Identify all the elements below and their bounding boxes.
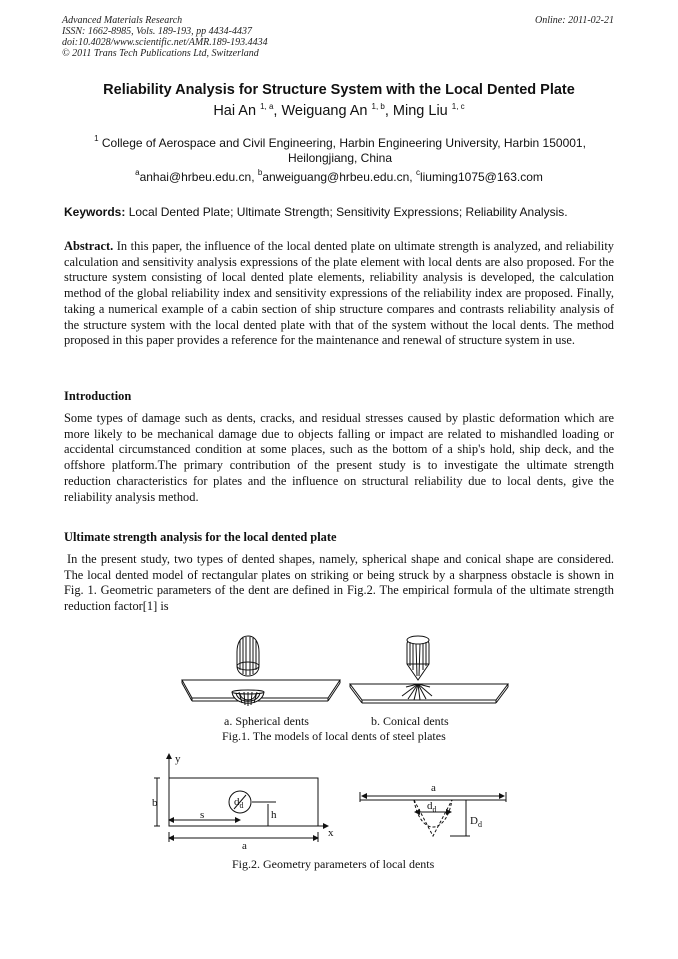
email-list: $^a$anhai@hrbeu.edu.cn, $^b$anweiguang@hrbeu.edu.cn, $^c$liuming1075@163.com [135,168,543,184]
email-link[interactable]: anweiguang@hrbeu.edu.cn [262,170,410,184]
figure-2-labels [152,753,482,852]
author-name: Ming Liu [392,103,448,119]
introduction-text: Some types of damage such as dents, cracks, and residual stresses caused by plastic deformation which are more likely to be mechanical damage due to objects falling or impact are related to mishandled loading or accidental circumstanced condition at some places, such as the bottom of a ship's hold, ship deck, and the offshore platform.The primary contribution of the present study is to investigate the ultimate strength reduction characteristics for plates and the influence on structural reliability due to local dents, give the reliability analysis method. [64,411,614,504]
section-heading-ultimate: Ultimate strength analysis for the local dented plate [64,530,337,544]
author-sup: 1, a [260,102,274,111]
author-sup: 1, b [371,102,385,111]
height-label: h [271,809,277,821]
keywords-label: Keywords: [64,205,126,219]
author-list: Hai An $^{1, a}$, Weiguang An $^{1, b}$, Ming Liu $^{1, c}$ [213,102,465,119]
journal-name: Advanced Materials Research [62,15,183,26]
fig1-caption: Fig.1. The models of local dents of steel plates [222,729,446,743]
fig2-caption: Fig.2. Geometry parameters of local dents [232,857,435,871]
paper-title: Reliability Analysis for Structure System with the Local Dented Plate [103,82,575,98]
ultimate-text: In the present study, two types of dented shapes, namely, spherical shape and conical shape are considered. The local dented model of rectangular plates on striking or being struck by a sharpness obstacle is shown in Fig. 1. Geometric parameters of the dent are defined in Fig.2. The empirical formula of the ultimate strength reduction factor[1] is [64,552,614,614]
width-label: b [152,797,158,809]
fig1-label-b: b. Conical dents [371,714,449,728]
journal-issn: ISSN: 1662-8985, Vols. 189-193, pp 4434-4437 [62,26,252,37]
section-diameter-label: $d_d$ [427,800,437,814]
affiliation-sup: 1 [94,134,99,143]
email-link[interactable]: anhai@hrbeu.edu.cn [139,170,252,184]
online-date: Online: 2011-02-21 [535,15,614,26]
journal-header [62,15,268,59]
author-name: Weiguang An [281,103,368,119]
section-heading-introduction: Introduction [64,389,132,403]
offset-label: s [200,809,205,821]
affiliation [80,131,600,166]
email-sup: a [135,168,140,177]
spherical-dent-model [182,636,340,706]
conical-dent-model [350,636,508,703]
x-axis-label: x [328,827,334,839]
abstract-label: Abstract. [64,239,114,253]
email-sup: b [257,168,263,177]
journal-doi: doi:10.4028/www.scientific.net/AMR.189-193.4434 [62,37,268,48]
dent-depth-label: $D_d$ [470,815,482,829]
dent-section-diagram [360,792,506,836]
affiliation-text: College of Aerospace and Civil Engineering, Harbin Engineering University, Harbin 150001, Heilongjiang, China [101,136,586,165]
plate-plan-diagram [154,754,328,842]
email-sup: c [415,168,420,177]
section-length-label: a [431,782,436,794]
fig1-label-a: a. Spherical dents [224,714,309,728]
figure-2 [150,752,510,852]
author-name: Hai An [213,103,257,119]
author-sup: 1, c [451,102,465,111]
dent-diameter-label: $d_d$ [234,796,244,810]
keywords-text: Local Dented Plate; Ultimate Strength; Sensitivity Expressions; Reliability Analysis. [128,205,568,219]
abstract-text: In this paper, the influence of the local dented plate on ultimate strength is analyzed, and reliability calculation and sensitivity analysis expressions of the plate element with local dents are also proposed. For the structure system consisting of local dented plate elements, reliability analysis is developed, the calculation method of the global reliability index and sensitivity expressions of the reliability index are proposed. Finally, taking a numerical example of a cabin section of ship structure compares and contrasts reliability analysis of the structure system with the local dented plate with that of the system without the local dents. The method proposed in this paper provides a reference for the maintenance and renewal of structure system in use. [64,239,614,348]
journal-copyright: © 2011 Trans Tech Publications Ltd, Switzerland [62,48,259,59]
y-axis-label: y [175,753,181,765]
keywords [64,205,568,219]
length-label: a [242,840,247,852]
figure-1 [180,632,520,712]
abstract [64,239,614,349]
email-link[interactable]: liuming1075@163.com [419,170,543,184]
